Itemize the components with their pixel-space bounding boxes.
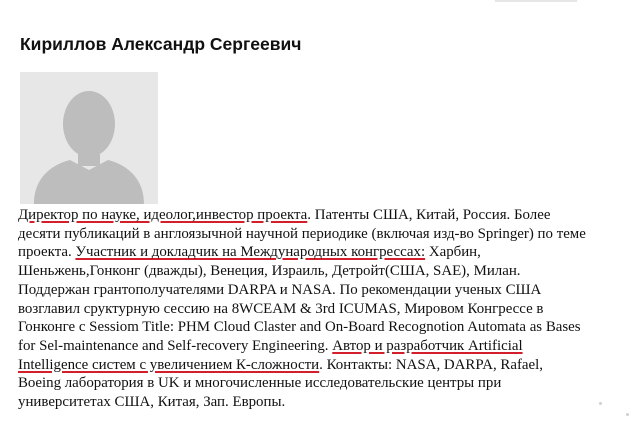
bio-paragraph	[18, 206, 622, 412]
bio-highlight: Участник и докладчик на Международных конгрессах:	[75, 244, 426, 261]
bio-text: университетах США, Китая, Зап. Европы.	[18, 394, 286, 411]
corner-mark	[599, 402, 602, 405]
bio-text: проекта.	[18, 244, 76, 261]
bio-text: Шеньжень,Гонконг (дважды), Венеция, Израиль, Детройт(США, SAE), Милан.	[18, 263, 521, 280]
silhouette-neck	[78, 150, 100, 166]
silhouette-head	[63, 91, 115, 157]
bio-line	[18, 318, 622, 337]
bio-line	[18, 281, 622, 300]
bio-text: десяти публикаций в англоязычной научной периодике (включая изд-во Springer) по теме	[18, 225, 586, 242]
person-silhouette-icon	[20, 72, 158, 204]
corner-mark	[626, 413, 629, 416]
avatar	[20, 72, 158, 204]
bio-text: Boeing лаборатория в UK и многочисленные исследовательские центры при	[18, 375, 502, 392]
bio-highlight: Автор и разработчик Artificial	[332, 337, 523, 354]
silhouette-shoulders	[34, 160, 144, 204]
bio-line	[18, 300, 622, 319]
bio-text: Поддержан грантополучателями DARPA и NASA. По рекомендации ученых США	[18, 281, 542, 298]
bio-line	[18, 337, 622, 356]
bio-highlight: Intelligence систем с увеличением К-сложности	[18, 356, 320, 373]
top-divider	[495, 0, 577, 2]
bio-line	[18, 225, 622, 244]
bio-line	[18, 262, 622, 281]
bio-text: возглавил сруктурную сессию на 8WCEAM & 3rd ICUMAS, Мировом Конгрессе в	[18, 300, 544, 317]
bio-text: for Sel-maintenance and Self-recovery Engineering.	[18, 337, 333, 354]
bio-line	[18, 206, 622, 225]
bio-highlight: Директор по науке, идеолог,инвестор проекта	[18, 207, 308, 223]
bio-text: Гонконге с Sessiom Title: PHM Cloud Claster and On-Board Recognotion Automata as Bases	[18, 319, 581, 336]
bio-line	[18, 374, 622, 393]
bio-line	[18, 393, 622, 412]
bio-line	[18, 243, 622, 262]
bio-line	[18, 356, 622, 375]
person-name-heading: Кириллов Александр Сергеевич	[20, 34, 302, 54]
bio-text: . Контакты: NASA, DARPA, Rafael,	[319, 356, 544, 373]
bio-text: . Патенты США, Китай, Россия. Более	[307, 207, 551, 223]
bio-text: Харбин,	[425, 244, 481, 261]
